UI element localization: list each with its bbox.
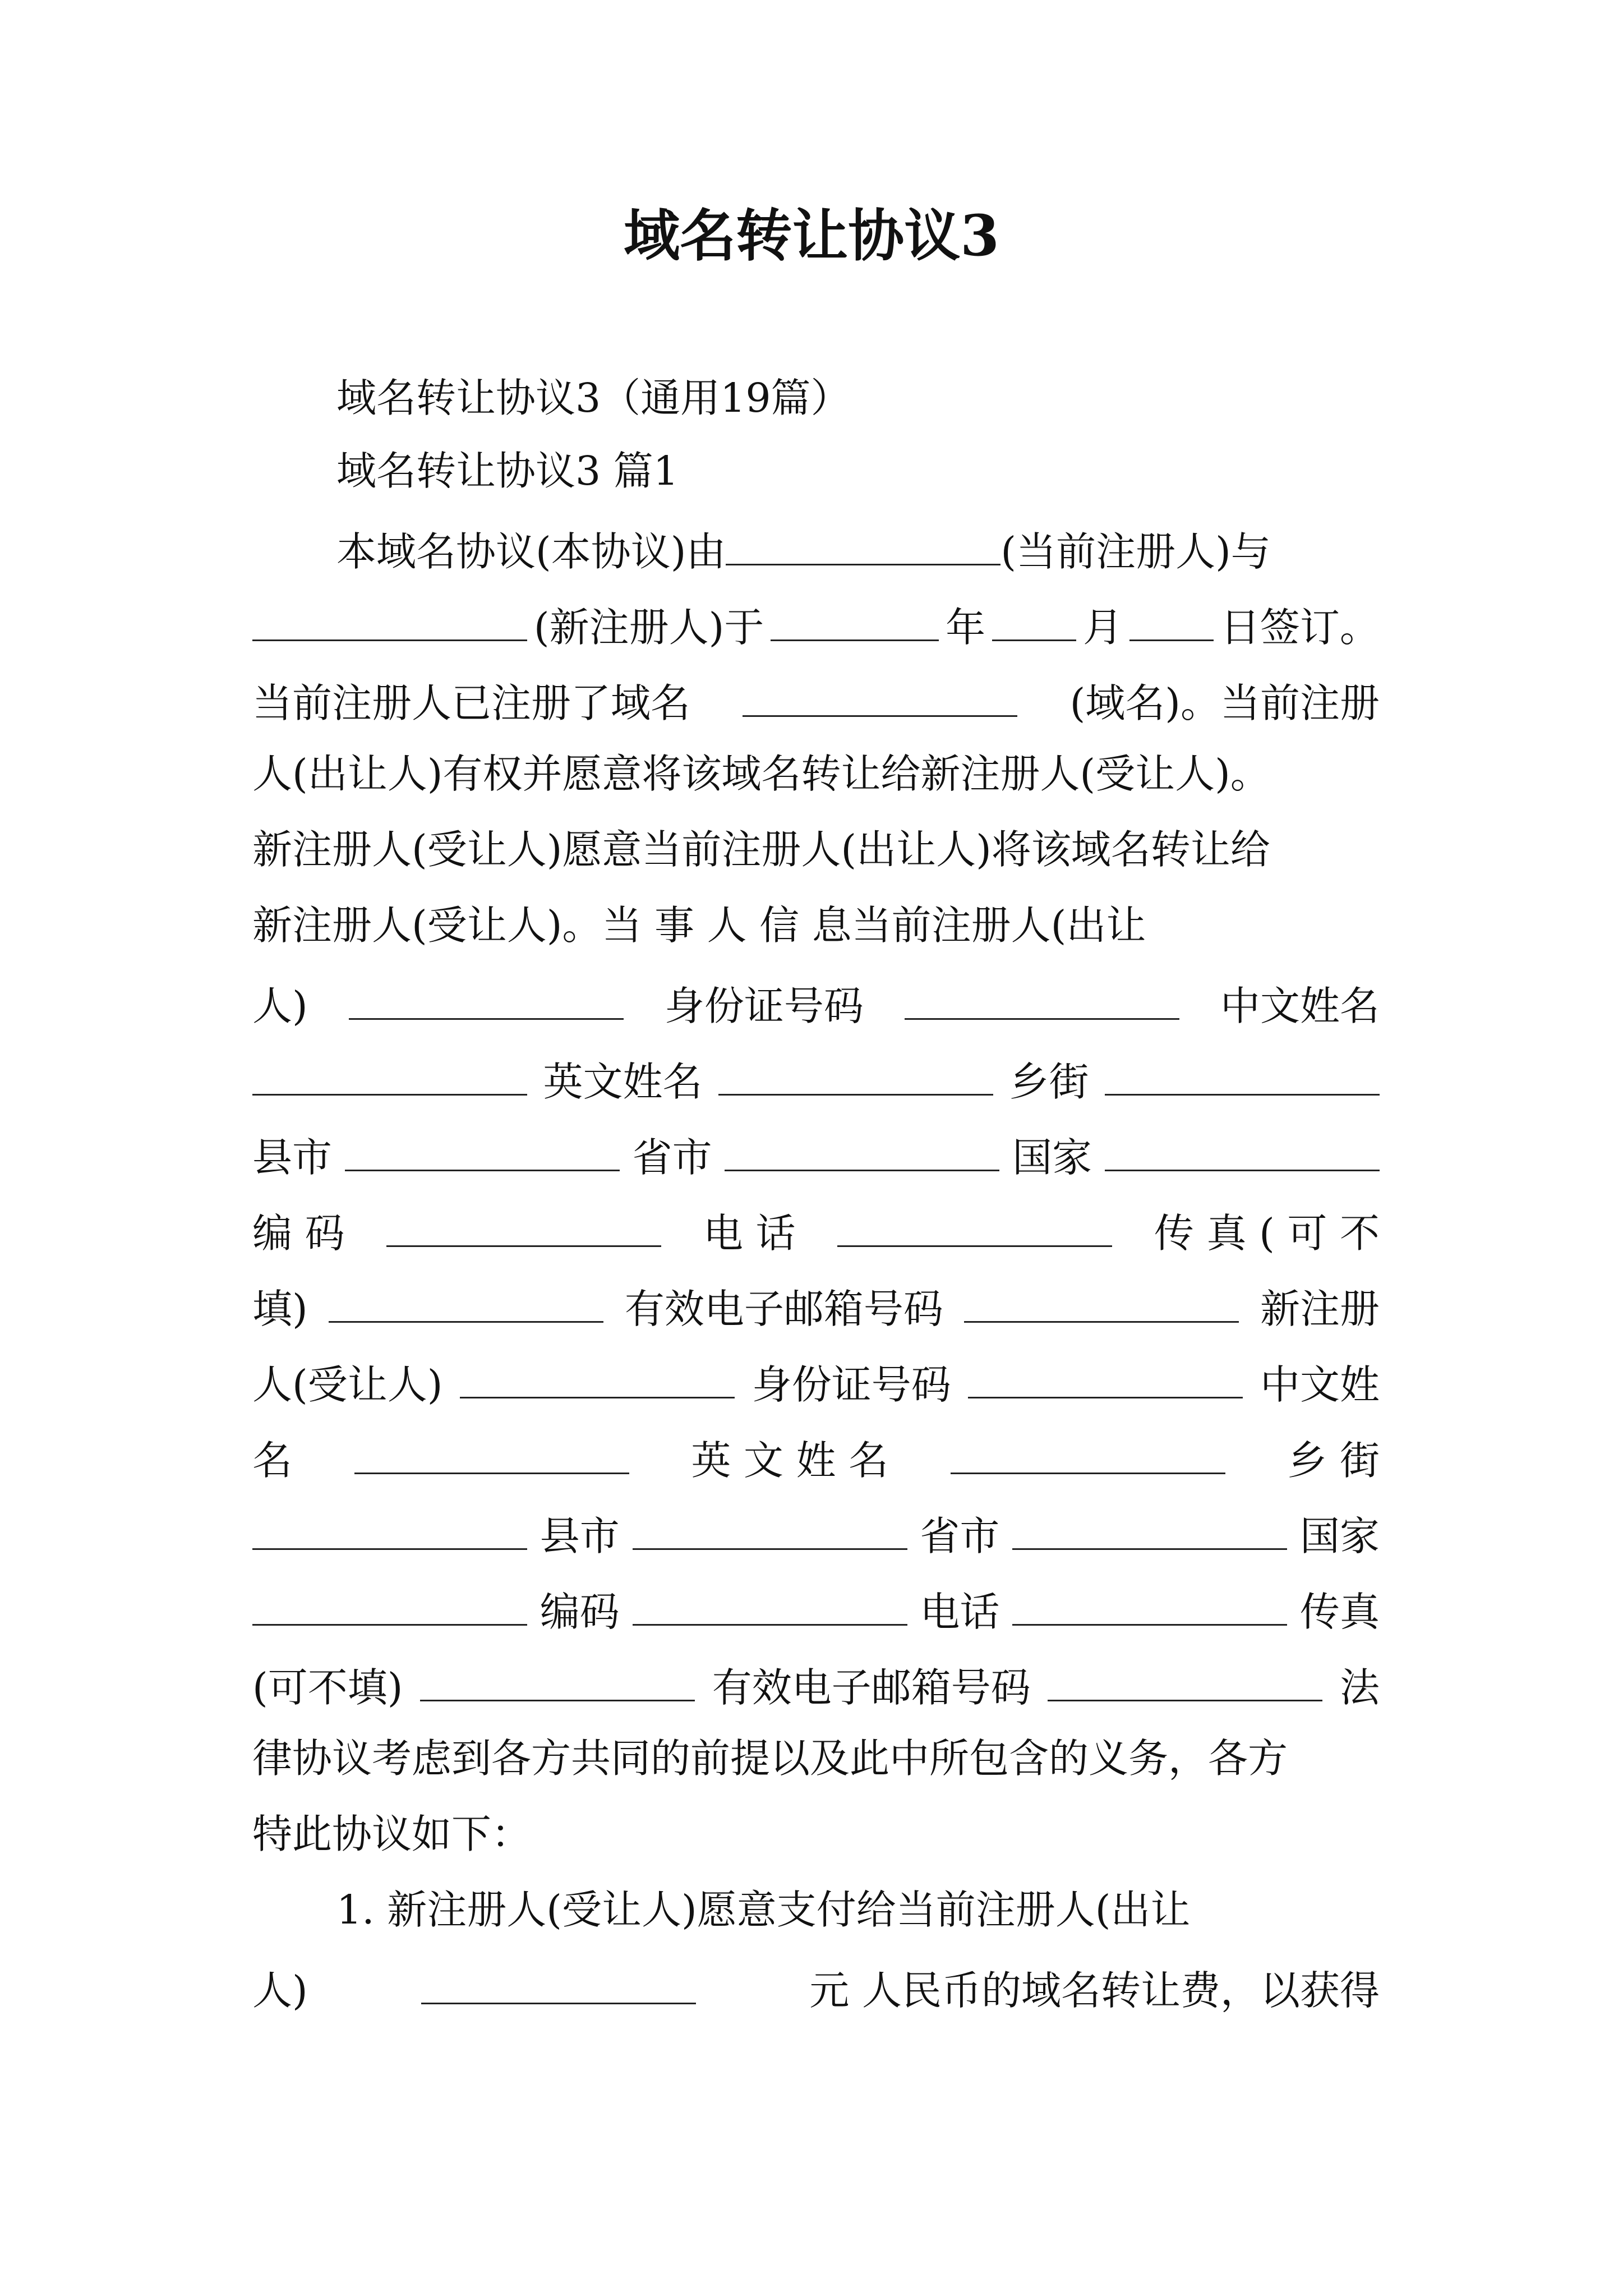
paragraph-line: [252, 1352, 1380, 1408]
text-segment: 身份证号码: [664, 983, 864, 1029]
text-segment: 传 真 ( 可 不: [1154, 1210, 1380, 1257]
blank-line: [1105, 1125, 1380, 1171]
text-segment: 编 码: [252, 1210, 345, 1257]
text-segment: 英文姓名: [543, 1059, 703, 1105]
text-segment: 身份证号码: [751, 1361, 951, 1408]
blank-line: [420, 1655, 695, 1701]
text-segment: 年: [946, 604, 986, 651]
text-segment: 省市: [920, 1513, 1000, 1559]
section-heading: [336, 443, 1380, 499]
text-segment: 乡 街: [1287, 1437, 1380, 1484]
text-segment: 中文姓: [1260, 1361, 1380, 1408]
paragraph-line: [252, 1731, 1380, 1787]
paragraph-line: [252, 1958, 1380, 2014]
paragraph-line: [336, 519, 1380, 575]
text-line: 特此协议如下：: [252, 1811, 532, 1857]
text-segment: 日签订。: [1220, 604, 1380, 651]
text-line: 新注册人(受让人)。当 事 人 信 息当前注册人(出让: [252, 902, 1146, 949]
text-segment: 传真: [1299, 1589, 1380, 1635]
blank-line: [951, 1428, 1225, 1474]
text-segment: 月: [1083, 604, 1123, 651]
text-line: 新注册人(受让人)愿意当前注册人(出让人)将该域名转让给: [252, 826, 1270, 873]
text-segment: 有效电子邮箱号码: [624, 1286, 943, 1332]
blank-line: [1105, 1049, 1380, 1096]
text-line: 律协议考虑到各方共同的前提以及此中所包含的义务，各方: [252, 1735, 1288, 1782]
paragraph-line: [252, 1276, 1380, 1332]
text-segment: 县市: [540, 1513, 620, 1559]
text-segment: 名: [252, 1437, 293, 1484]
blank-line: [968, 1352, 1243, 1398]
blank-line: [905, 973, 1179, 1020]
blank-line: [1012, 1503, 1287, 1550]
paragraph-line: [252, 670, 1380, 726]
text-segment: 有效电子邮箱号码: [712, 1664, 1031, 1711]
paragraph-line: [252, 898, 1380, 954]
text-segment: 法: [1339, 1664, 1380, 1711]
blank-line: [1012, 1579, 1287, 1626]
blank-line: [964, 1276, 1239, 1323]
text-segment: 电 话: [703, 1210, 796, 1257]
text-segment: (新注册人)于: [533, 604, 764, 651]
text-segment: 当前注册人已注册了域名: [252, 680, 691, 726]
text-segment: 中文姓名: [1220, 983, 1380, 1029]
text-segment: (可不填): [252, 1664, 403, 1711]
text-segment: 元 人民币的域名转让费，以获得: [809, 1967, 1380, 2014]
blank-line: [633, 1579, 907, 1626]
text-segment: 省市: [632, 1134, 712, 1181]
blank-line: [252, 1579, 527, 1626]
blank-line: [725, 1125, 999, 1171]
paragraph-line: [252, 1049, 1380, 1105]
blank-line: [354, 1428, 629, 1474]
blank-line: [837, 1200, 1112, 1247]
text-segment: 人): [252, 983, 308, 1029]
paragraph-line: [252, 822, 1380, 878]
blank-line: [252, 1049, 527, 1096]
text-segment: 国家: [1012, 1134, 1092, 1181]
blank-line: [633, 1503, 907, 1550]
blank-line: [349, 973, 624, 1020]
document-title: 域名转让协议3: [624, 203, 999, 269]
paragraph-line: [252, 1125, 1380, 1181]
text-segment: (域名)。当前注册: [1069, 680, 1380, 726]
text-line: 1. 新注册人(受让人)愿意支付给当前注册人(出让: [336, 1887, 1191, 1933]
paragraph-line: [252, 1655, 1380, 1711]
blank-line: [992, 595, 1076, 641]
paragraph-line: [252, 973, 1380, 1029]
blank-line: [718, 1049, 993, 1096]
text-segment: 本域名协议(本协议)由: [336, 528, 726, 575]
blank-line: [743, 670, 1017, 717]
text-segment: 县市: [252, 1134, 333, 1181]
text-segment: 国家: [1299, 1513, 1380, 1559]
blank-line: [345, 1125, 620, 1171]
blank-line: [1129, 595, 1214, 641]
text-segment: 电话: [920, 1589, 1000, 1635]
text-segment: 英 文 姓 名: [691, 1437, 889, 1484]
paragraph-line: [252, 595, 1380, 651]
text-line: 域名转让协议3（通用19篇）: [336, 375, 851, 421]
text-segment: 人(受让人): [252, 1361, 443, 1408]
blank-line: [726, 519, 1000, 565]
blank-line: [460, 1352, 735, 1398]
blank-line: [329, 1276, 603, 1323]
paragraph-line: [252, 746, 1380, 802]
paragraph-line: [252, 1428, 1380, 1484]
paragraph-line: [252, 1806, 1380, 1862]
doc-subtitle: [336, 370, 1380, 426]
blank-line: [386, 1200, 661, 1247]
blank-line: [252, 595, 527, 641]
text-segment: 新注册: [1260, 1286, 1380, 1332]
text-line: 人(出让人)有权并愿意将该域名转让给新注册人(受让人)。: [252, 751, 1270, 797]
blank-line: [252, 1503, 527, 1550]
text-segment: 人): [252, 1967, 308, 2014]
paragraph-line: [252, 1200, 1380, 1257]
text-segment: 乡街: [1009, 1059, 1089, 1105]
blank-line: [1048, 1655, 1322, 1701]
text-segment: 填): [252, 1286, 308, 1332]
blank-line: [421, 1958, 696, 2004]
text-segment: 编码: [540, 1589, 620, 1635]
paragraph-line: [252, 1579, 1380, 1635]
text-line: 域名转让协议3 篇1: [336, 448, 679, 494]
blank-line: [771, 595, 939, 641]
paragraph-line: [252, 1503, 1380, 1559]
text-segment: (当前注册人)与: [1000, 528, 1271, 575]
list-item-line: [336, 1882, 1380, 1938]
